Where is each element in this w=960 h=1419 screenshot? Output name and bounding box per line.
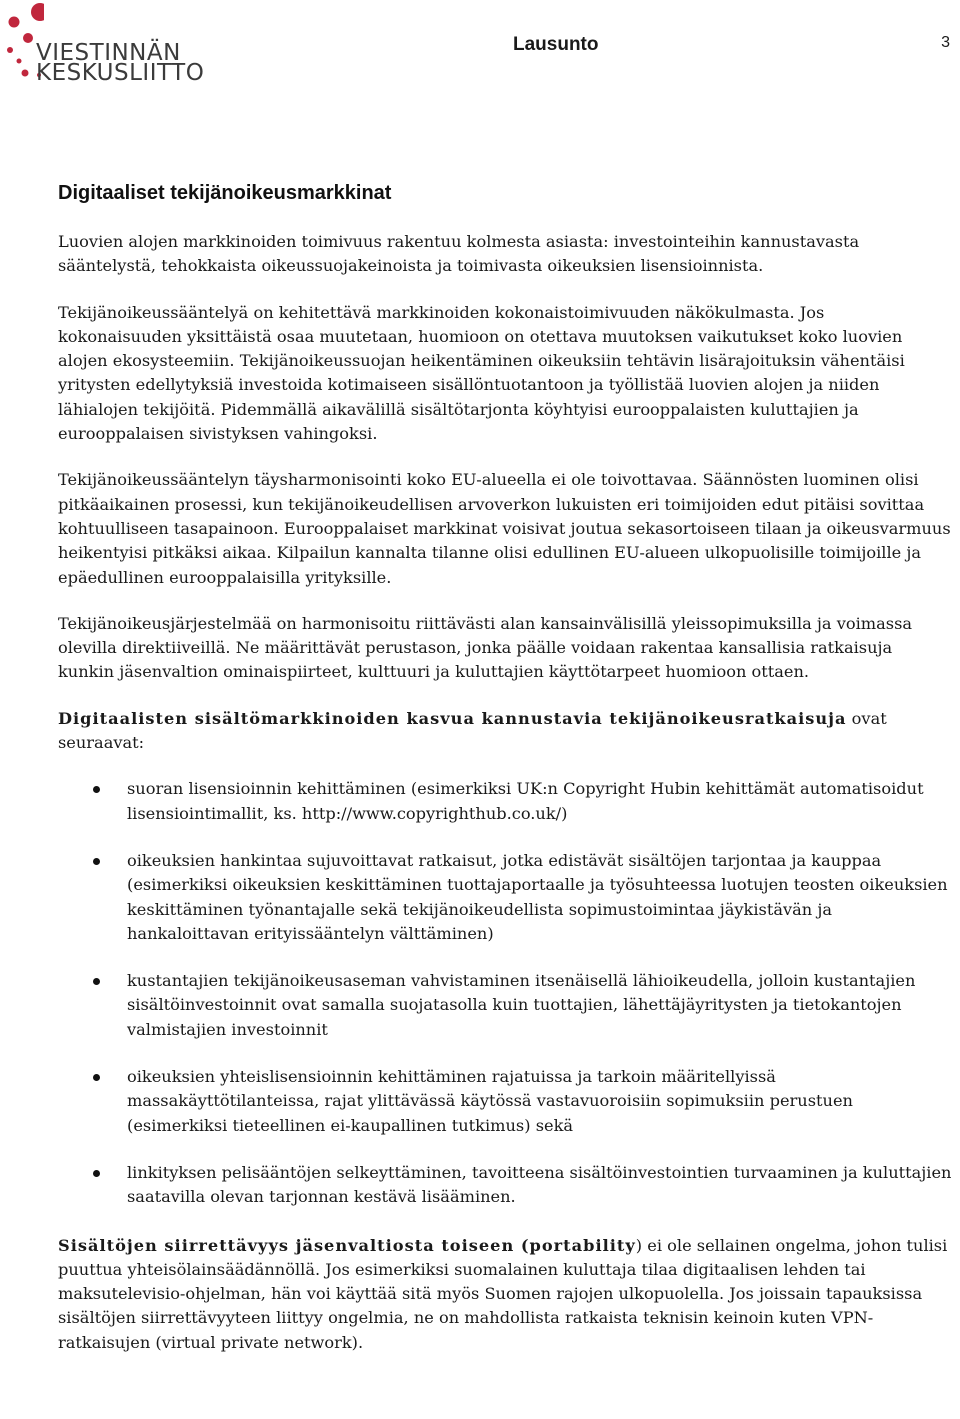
paragraph-6-lead: Sisältöjen siirrettävyys jäsenvaltiosta toiseen (portability: [58, 1235, 636, 1255]
paragraph-3: Tekijänoikeussääntelyn täysharmonisointi koko EU-alueella ei ole toivottavaa. Säännösten luominen olisi pitkäaikainen prosessi, kun tekijänoikeudellisen arvoverkon lukuisten eri toimijoiden edut pitäisi sovittaa kohtuulliseen tasapainoon. Eurooppalaiset markkinat voisivat joutua sekasortoiseen tilaan ja oikeusvarmuus heikentyisi pitkäksi aikaa. Kilpailun kannalta tilanne olisi edullinen EU-alueen ulkopuolisille toimijoille ja epäedullinen eurooppalaisilla yrityksille.: [58, 470, 951, 587]
paragraph-6-rest: ) ei ole sellainen ongelma, johon tulisi puuttua yhteisölainsäädännöllä. Jos esimerkiksi suomalainen kuluttaja tilaa digitaalisen lehden tai maksutelevisio-ohjelman, hän voi käyttää sitä myös Suomen rajojen ulkopuolella. Jos joissain tapauksissa sisältöjen siirrettävyyteen liittyy ongelmia, ne on mahdollista ratkaista teknisin keinoin kuten VPN-ratkaisujen (virtual private network).: [58, 1235, 948, 1352]
list-item: [58, 1065, 953, 1138]
document-type-label: Lausunto: [513, 34, 599, 55]
paragraph-5-lead: Digitaalisten sisältömarkkinoiden kasvua kannustavia tekijänoikeusratkaisuja: [58, 708, 847, 728]
viestinnan-keskusliitto-logo: [4, 0, 268, 86]
bullet-icon: [93, 786, 100, 793]
page-number: 3: [941, 34, 950, 51]
list-item: [58, 969, 953, 1042]
page-header: [0, 0, 960, 90]
paragraph-5-rest: ovat seuraavat:: [58, 708, 887, 753]
section-title: Digitaaliset tekijänoikeusmarkkinat: [58, 182, 392, 204]
bullet-icon: [93, 1074, 100, 1081]
document-body: [58, 182, 953, 1377]
paragraph-4: Tekijänoikeusjärjestelmää on harmonisoitu riittävästi alan kansainvälisillä yleissopimuksilla ja voimassa olevilla direktiiveillä. Ne määrittävät perustason, jonka päälle voidaan rakentaa kansallisia ratkaisuja kunkin jäsenvaltion ominaispiirteet, kulttuuri ja kuluttajien käyttötarpeet huomioon ottaen.: [58, 613, 913, 682]
list-item-text: oikeuksien hankintaa sujuvoittavat ratkaisut, jotka edistävät sisältöjen tarjontaa ja kauppaa (esimerkiksi oikeuksien keskittäminen tuottajaportaalle ja työsuhteessa luotujen teosten oikeuksien keskittäminen työnantajalle sekä tekijänoikeudellista sopimustoimintaa jäykistävän ja hankaloittavan erityissääntelyn välttäminen): [127, 850, 948, 943]
bullet-icon: [93, 1170, 100, 1177]
paragraph-1: Luovien alojen markkinoiden toimivuus rakentuu kolmesta asiasta: investointeihin kannustavasta sääntelystä, tehokkaista oikeussuojakeinoista ja toimivasta oikeuksien lisensioinnista.: [58, 232, 860, 276]
list-item-text: linkityksen pelisääntöjen selkeyttäminen, tavoitteena sisältöinvestointien turvaaminen ja kuluttajien saatavilla olevan tarjonnan kestävä lisääminen.: [127, 1162, 952, 1207]
list-item-text: kustantajien tekijänoikeusaseman vahvistaminen itsenäisellä lähioikeudella, jolloin kustantajien sisältöinvestoinnit ovat samalla suojatasolla kuin tuottajien, lähettäjäyritysten ja tietokantojen valmistajien investoinnit: [127, 971, 916, 1039]
paragraph-5: [58, 707, 953, 756]
list-item-text: suoran lisensioinnin kehittäminen (esimerkiksi UK:n Copyright Hubin kehittämät automatisoidut lisensiointimallit, ks. http://www.copyrighthub.co.uk/): [127, 779, 924, 823]
logo-text-line2: KESKUSLIITTO: [36, 60, 205, 86]
list-item: [58, 1161, 953, 1210]
bullet-list: [58, 777, 953, 1209]
bullet-icon: [93, 978, 100, 985]
bullet-icon: [93, 858, 100, 865]
list-item-text: oikeuksien yhteislisensioinnin kehittäminen rajatuissa ja tarkoin määritellyissä massakäyttötilanteissa, rajat ylittävässä käytössä vastavuoroisiin sopimuksiin perustuen (esimerkiksi tieteellinen ei-kaupallinen tutkimus) sekä: [127, 1067, 853, 1135]
list-item: [58, 849, 953, 946]
paragraph-2: Tekijänoikeussääntelyä on kehitettävä markkinoiden kokonaistoimivuuden näkökulmasta. Jos kokonaisuuden yksittäistä osaa muutetaan, huomioon on otettava muutoksen vaikutukset koko luovien alojen ekosysteemiin. Tekijänoikeussuojan heikentäminen oikeuksiin tehtävin lisärajoituksin vähentäisi yritysten edellytyksiä investoida kotimaiseen sisällöntuotantoon ja työllistää luovien alojen ja niiden lähialojen tekijöitä. Pidemmällä aikavälillä sisältötarjonta köyhtyisi eurooppalaisten kuluttajien ja eurooppalaisen sivistyksen vahingoksi.: [58, 302, 905, 444]
logo-text-line1: VIESTINNÄN: [36, 40, 181, 66]
paragraph-6: [58, 1234, 953, 1355]
list-item: [58, 777, 953, 826]
